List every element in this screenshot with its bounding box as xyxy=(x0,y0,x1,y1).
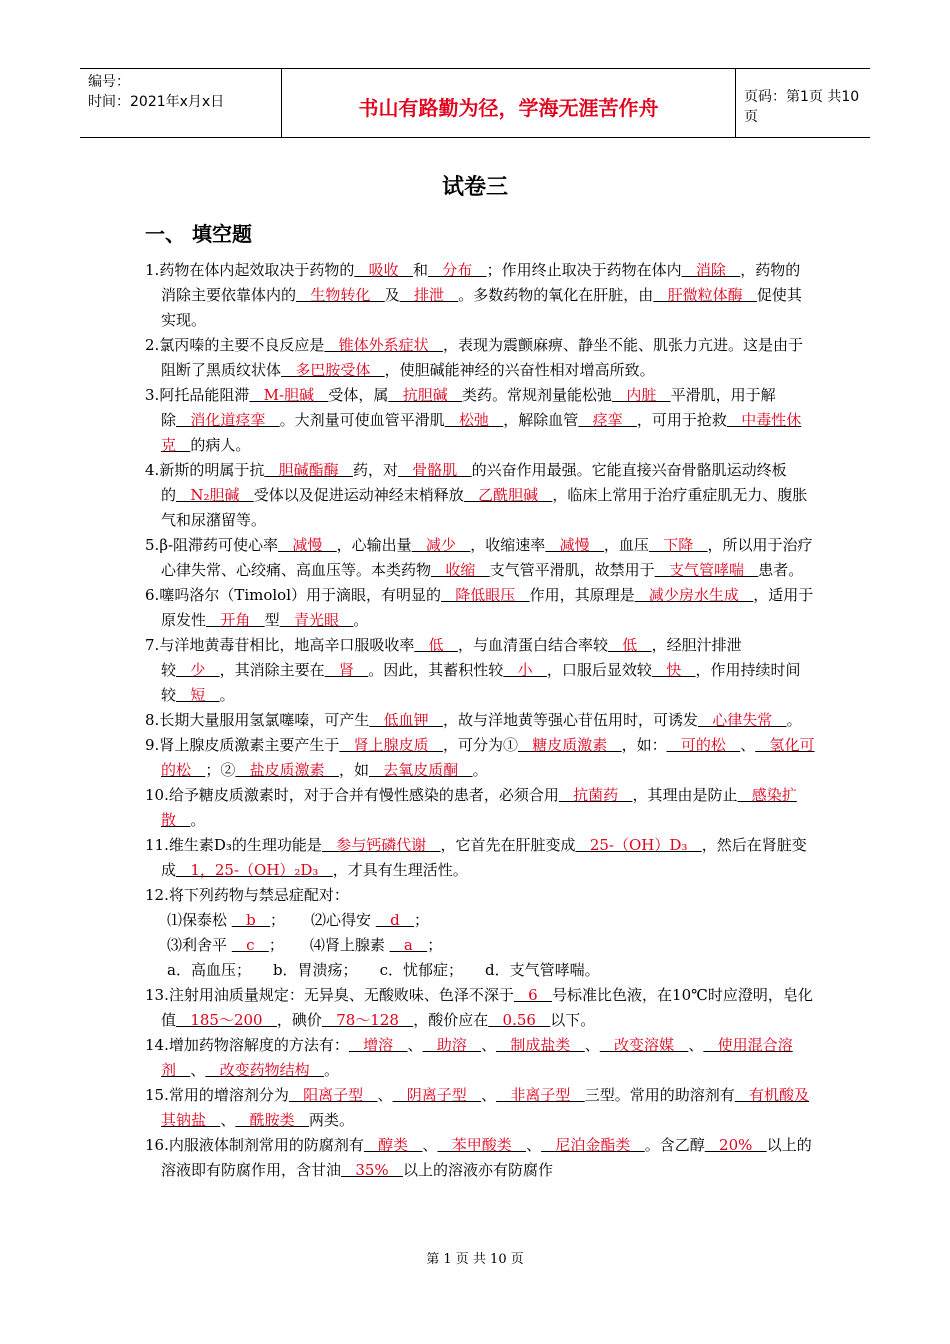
question-item xyxy=(145,1133,815,1183)
question-number: 8. xyxy=(145,711,160,729)
question-text: ，临床上常用于治疗重症肌无力、腹胀气和尿潴留等。 xyxy=(161,486,808,529)
answer-blank: 阳离子型 xyxy=(288,1086,378,1104)
question-number: 11. xyxy=(145,836,169,854)
answer-blank: 抗胆碱 xyxy=(388,386,462,404)
question-12-matching xyxy=(145,908,815,983)
question-number: 3. xyxy=(145,386,160,404)
question-item xyxy=(145,983,815,1033)
answer-blank: 消除 xyxy=(681,261,741,279)
answer-blank: 糖皮质激素 xyxy=(517,736,622,754)
question-text: ，解除血管 xyxy=(503,411,579,429)
question-text: 药物在体内起效取决于药物的 xyxy=(159,261,355,279)
matching-pair: ⑶利舍平 c ； xyxy=(167,936,284,954)
drug-label: ⑵心得安 xyxy=(311,911,372,929)
answer-blank: 6 xyxy=(513,986,553,1004)
question-text: 、 xyxy=(688,1036,704,1054)
question-text: 。因此，其蓄积性较 xyxy=(368,661,504,679)
question-text: 将下列药物与禁忌症配对： xyxy=(168,886,349,904)
question-text: ，酸价应在 xyxy=(413,1011,489,1029)
question-text: 号标准比色液，在10℃时应澄明，皂化值 xyxy=(161,986,813,1029)
question-item xyxy=(145,533,815,583)
question-text: ，如 xyxy=(338,761,369,779)
question-item xyxy=(145,633,815,708)
question-item xyxy=(145,1033,815,1083)
answer-blank: 内脏 xyxy=(612,386,671,404)
question-text: 平滑肌，用于解除 xyxy=(161,386,776,429)
answer-blank: 肾 xyxy=(324,661,369,679)
question-number: 1. xyxy=(145,261,160,279)
number-label: 编号： xyxy=(88,74,130,90)
question-text: 。 xyxy=(219,686,235,704)
question-text: 。大剂量可使血管平滑肌 xyxy=(279,411,445,429)
question-text: ，口服后显效较 xyxy=(546,661,652,679)
answer-blank: d xyxy=(375,911,415,929)
question-number: 2. xyxy=(145,336,160,354)
drug-label: ⑷肾上腺素 xyxy=(309,936,385,954)
drug-label: ⑶利舍平 xyxy=(167,936,228,954)
question-text: 与洋地黄毒苷相比，地高辛口服吸收率 xyxy=(159,636,415,654)
answer-blank: 分布 xyxy=(427,261,487,279)
question-number: 12. xyxy=(145,886,169,904)
question-number: 10. xyxy=(145,786,169,804)
question-text: 的兴奋作用最强。它能直接兴奋骨骼肌运动终板的 xyxy=(161,461,787,504)
question-text: ，然后在肾脏变成 xyxy=(161,836,807,879)
answer-blank: 降低眼压 xyxy=(441,586,530,604)
question-text: 。 xyxy=(472,761,488,779)
answer-blank: 低血钾 xyxy=(369,711,443,729)
question-text: ，表现为震颤麻痹、静坐不能、肌张力亢进。这是由于阻断了黑质纹状体 xyxy=(161,336,803,379)
question-item xyxy=(145,258,815,333)
question-item xyxy=(145,1083,815,1133)
answer-blank: 锥体外系症状 xyxy=(324,336,443,354)
question-text: 。 xyxy=(323,1061,339,1079)
question-text: ，其理由是防止 xyxy=(632,786,738,804)
drug-label: ⑴保泰松 xyxy=(167,911,228,929)
answer-blank: 中毒性休克 xyxy=(161,411,802,454)
contraindication-option: d．支气管哮喘。 xyxy=(484,961,600,979)
answer-blank: 改变药物结构 xyxy=(205,1061,324,1079)
answer-blank: 助溶 xyxy=(422,1036,482,1054)
answer-blank: 支气管哮喘 xyxy=(654,561,759,579)
answer-blank: 减少 xyxy=(411,536,471,554)
question-text: 、 xyxy=(526,1136,542,1154)
answer-blank: 参与钙磷代谢 xyxy=(321,836,441,854)
question-item xyxy=(145,733,815,783)
question-text: 和 xyxy=(412,261,428,279)
question-item xyxy=(145,833,815,883)
question-text: 增加药物溶解度的方法有： xyxy=(168,1036,349,1054)
question-text: 及 xyxy=(384,286,400,304)
answer-blank: 乙酰胆碱 xyxy=(463,486,553,504)
header-page-info: 页码：第1页 共10页 xyxy=(744,89,860,125)
answer-blank: 收缩 xyxy=(431,561,490,579)
question-number: 16. xyxy=(145,1136,169,1154)
answer-blank: 肝微粒体酶 xyxy=(653,286,757,304)
question-text: ，才具有生理活性。 xyxy=(332,861,468,879)
question-text: ，血压 xyxy=(603,536,649,554)
answer-blank: 盐皮质激素 xyxy=(235,761,339,779)
answer-blank: 胆碱酯酶 xyxy=(264,461,353,479)
question-text: 、 xyxy=(190,1061,206,1079)
answer-blank: 非离子型 xyxy=(496,1086,585,1104)
answer-blank: 生物转化 xyxy=(296,286,385,304)
question-number: 6. xyxy=(145,586,160,604)
question-number: 4. xyxy=(145,461,160,479)
question-text: 类药。常规剂量能松弛 xyxy=(462,386,613,404)
question-text: 患者。 xyxy=(758,561,804,579)
question-text: 三型。常用的助溶剂有 xyxy=(584,1086,735,1104)
question-text: 氯丙嗪的主要不良反应是 xyxy=(159,336,325,354)
question-text: 支气管平滑肌，故禁用于 xyxy=(489,561,655,579)
question-item xyxy=(145,458,815,533)
question-number: 5. xyxy=(145,536,160,554)
answer-blank: 短 xyxy=(176,686,220,704)
answer-blank: 低 xyxy=(414,636,458,654)
answer-blank: N₂胆碱 xyxy=(176,486,254,504)
question-text: 。 xyxy=(353,611,369,629)
answer-blank: 排泄 xyxy=(399,286,459,304)
question-text: β-阻滞药可使心率 xyxy=(159,536,279,554)
question-text: 给予糖皮质激素时，对于合并有慢性感染的患者，必须合用 xyxy=(168,786,559,804)
question-text: 肾上腺皮质激素主要产生于 xyxy=(159,736,340,754)
question-text: 、 xyxy=(481,1036,497,1054)
question-text: 、 xyxy=(422,1136,438,1154)
question-text: ，药物的消除主要依靠体内的 xyxy=(161,261,801,304)
question-text: 、 xyxy=(220,1111,236,1129)
answer-blank: 苯甲酸类 xyxy=(437,1136,527,1154)
question-text: 注射用油质量规定：无异臭、无酸败味、色泽不深于 xyxy=(168,986,514,1004)
answer-blank: 阴离子型 xyxy=(392,1086,482,1104)
answer-blank: 醇类 xyxy=(363,1136,423,1154)
question-text: 、 xyxy=(407,1036,423,1054)
answer-blank: c xyxy=(231,936,269,954)
question-text: ，碘价 xyxy=(276,1011,322,1029)
answer-blank: 痉挛 xyxy=(578,411,637,429)
answer-blank: b xyxy=(231,911,271,929)
answer-blank: 185～200 xyxy=(176,1011,277,1029)
question-text: ，它首先在肝脏变成 xyxy=(440,836,576,854)
contraindication-option: a．高血压； xyxy=(167,961,251,979)
question-text: 型 xyxy=(264,611,280,629)
answer-blank: 35% xyxy=(341,1161,403,1179)
question-text: 、 xyxy=(377,1086,393,1104)
question-number: 7. xyxy=(145,636,160,654)
question-text: 药，对 xyxy=(352,461,398,479)
question-text: 促使其实现。 xyxy=(161,286,802,329)
section-heading: 一、 填空题 xyxy=(145,222,252,246)
question-text: ，如： xyxy=(621,736,667,754)
answer-blank: 减少房水生成 xyxy=(634,586,754,604)
question-text: ，可分为① xyxy=(442,736,518,754)
page-footer: 第 1 页 共 10 页 xyxy=(426,1252,524,1267)
answer-blank: 消化道痉挛 xyxy=(176,411,280,429)
question-item xyxy=(145,883,815,908)
answer-blank: 抗菌药 xyxy=(558,786,633,804)
question-text: ，可用于抢救 xyxy=(636,411,727,429)
question-text: ，心输出量 xyxy=(336,536,412,554)
question-text: 。 xyxy=(786,711,802,729)
answer-blank: 尼泊金酯类 xyxy=(541,1136,645,1154)
question-text: 以下。 xyxy=(550,1011,596,1029)
question-text: ；作用终止取决于药物在体内 xyxy=(486,261,682,279)
answer-blank: 氢化可的松 xyxy=(161,736,815,779)
answer-blank: 1，25-（OH）₂D₃ xyxy=(176,861,333,879)
question-text: ，故与洋地黄等强心苷伍用时，可诱发 xyxy=(442,711,698,729)
answer-blank: 改变溶媒 xyxy=(599,1036,689,1054)
answer-blank: 制成盐类 xyxy=(496,1036,585,1054)
question-text: 噻吗洛尔（Timolol）用于滴眼，有明显的 xyxy=(159,586,441,604)
answer-blank: M-胆碱 xyxy=(249,386,329,404)
question-text: ，适用于原发性 xyxy=(161,586,814,629)
question-text: ，经胆汁排泄较 xyxy=(161,636,742,679)
question-text: ，作用持续时间较 xyxy=(161,661,801,704)
question-text: 。 xyxy=(190,811,206,829)
answer-blank: 酰胺类 xyxy=(235,1111,309,1129)
question-number: 15. xyxy=(145,1086,169,1104)
answer-blank: 吸收 xyxy=(354,261,413,279)
answer-blank: 心律失常 xyxy=(697,711,787,729)
question-text: ，使胆碱能神经的兴奋性相对增高所致。 xyxy=(384,361,655,379)
question-item xyxy=(145,783,815,833)
header-motto: 书山有路勤为径，学海无涯苦作舟 xyxy=(282,69,736,137)
question-text: 维生素D₃的生理功能是 xyxy=(168,836,322,854)
question-text: 。含乙醇 xyxy=(644,1136,705,1154)
question-text: 新斯的明属于抗 xyxy=(159,461,265,479)
answer-blank: 有机酸及其钠盐 xyxy=(161,1086,810,1129)
matching-pair: ⑴保泰松 b ； xyxy=(167,911,286,929)
answer-blank: 0.56 xyxy=(488,1011,551,1029)
time-label: 时间：2021年x月x日 xyxy=(88,94,225,110)
matching-pair: ⑷肾上腺素 a ； xyxy=(309,936,443,954)
question-text: ，其消除主要在 xyxy=(219,661,325,679)
answer-blank: 多巴胺受体 xyxy=(281,361,385,379)
answer-blank: 78～128 xyxy=(321,1011,414,1029)
question-text: 阿托品能阻滞 xyxy=(159,386,250,404)
question-item xyxy=(145,333,815,383)
document-header xyxy=(80,68,870,138)
answer-blank: 松弛 xyxy=(444,411,504,429)
answer-blank: 使用混合溶剂 xyxy=(161,1036,793,1079)
answer-blank: 开角 xyxy=(206,611,265,629)
question-list xyxy=(145,258,815,1183)
question-item xyxy=(145,583,815,633)
contraindication-option: c．忧郁症； xyxy=(379,961,463,979)
answer-blank: 25-（OH）D₃ xyxy=(575,836,702,854)
answer-blank: 可的松 xyxy=(666,736,741,754)
question-text: 、 xyxy=(740,736,756,754)
answer-blank: 20% xyxy=(704,1136,767,1154)
question-text: 以上的溶液亦有防腐作 xyxy=(402,1161,553,1179)
question-text: 常用的增溶剂分为 xyxy=(168,1086,289,1104)
answer-blank: 快 xyxy=(651,661,696,679)
question-text: 以上的溶液即有防腐作用，含甘油 xyxy=(161,1136,812,1179)
question-text: ，与血清蛋白结合率较 xyxy=(457,636,608,654)
question-text: 受体以及促进运动神经末梢释放 xyxy=(253,486,464,504)
answer-blank: 肾上腺皮质 xyxy=(339,736,443,754)
header-meta xyxy=(80,69,282,137)
question-item xyxy=(145,708,815,733)
answer-blank: 减慢 xyxy=(278,536,337,554)
question-text: ，收缩速率 xyxy=(470,536,546,554)
page-title: 试卷三 xyxy=(441,175,508,200)
question-text: 的病人。 xyxy=(190,436,251,454)
answer-blank: 青光眼 xyxy=(279,611,354,629)
question-text: 内服液体制剂常用的防腐剂有 xyxy=(168,1136,364,1154)
answer-blank: 增溶 xyxy=(348,1036,408,1054)
question-number: 14. xyxy=(145,1036,169,1054)
question-text: 受体，属 xyxy=(328,386,389,404)
question-text: 。多数药物的氧化在肝脏，由 xyxy=(458,286,654,304)
answer-blank: 小 xyxy=(503,661,547,679)
question-number: 13. xyxy=(145,986,169,1004)
answer-blank: 低 xyxy=(607,636,652,654)
question-text: 作用，其原理是 xyxy=(529,586,635,604)
answer-blank: 减慢 xyxy=(545,536,604,554)
answer-blank: 下降 xyxy=(648,536,708,554)
question-text: 长期大量服用氢氯噻嗪，可产生 xyxy=(159,711,370,729)
question-text: ；② xyxy=(205,761,236,779)
question-number: 9. xyxy=(145,736,160,754)
question-text: 、 xyxy=(584,1036,600,1054)
question-item xyxy=(145,383,815,458)
question-text: 、 xyxy=(481,1086,497,1104)
question-text: ，所以用于治疗心律失常、心绞痛、高血压等。本类药物 xyxy=(161,536,813,579)
answer-blank: a xyxy=(389,936,428,954)
contraindication-option: b．胃溃疡； xyxy=(272,961,358,979)
answer-blank: 去氧皮质酮 xyxy=(368,761,473,779)
answer-blank: 骨骼肌 xyxy=(397,461,472,479)
matching-pair: ⑵心得安 d ； xyxy=(311,911,430,929)
answer-blank: 感染扩散 xyxy=(161,786,797,829)
answer-blank: 少 xyxy=(176,661,220,679)
question-text: 两类。 xyxy=(308,1111,354,1129)
